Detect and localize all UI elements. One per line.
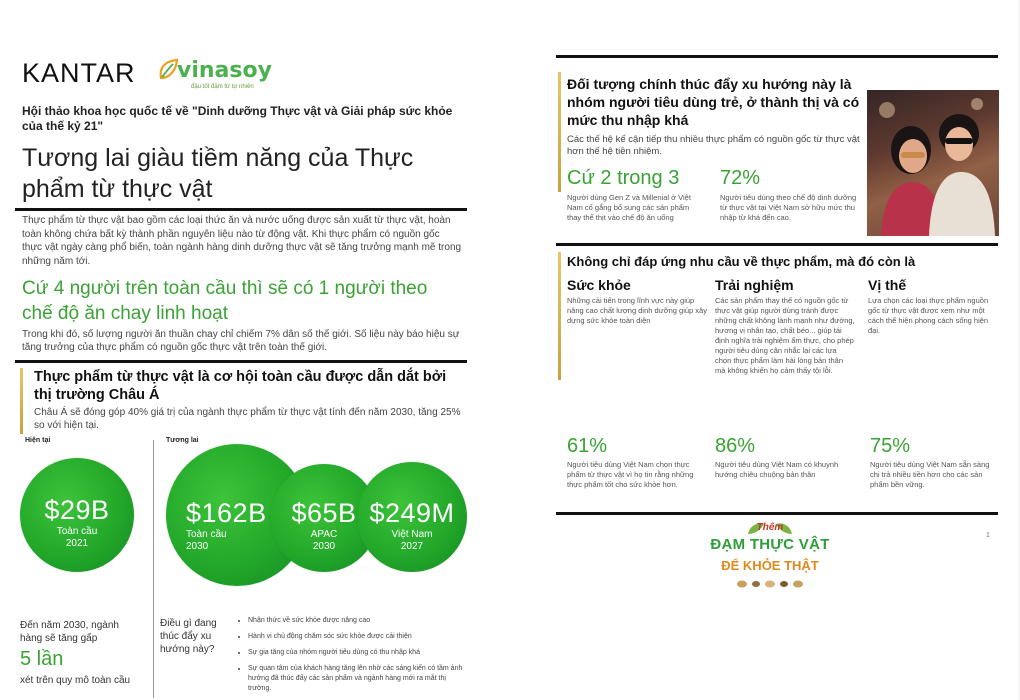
section2-title: Không chỉ đáp ứng nhu cầu về thực phẩm, mà đó còn là bbox=[567, 254, 916, 269]
drivers-question: Điều gì đang thúc đẩy xu hướng này? bbox=[160, 618, 217, 655]
protein-badge bbox=[700, 518, 840, 600]
audience-heading: Đối tượng chính thúc đẩy xu hướng này là nhóm người tiêu dùng trẻ, ở thành thị và có mức thu nhập khá bbox=[567, 76, 860, 128]
section-text: Châu Á sẽ đóng góp 40% giá trị của ngành thực phẩm từ thực vật tính đến năm 2030, tăng 25% so với hiện tại. bbox=[34, 407, 461, 431]
growth-value: 5 lần bbox=[20, 648, 64, 670]
list-item: • Sự gia tăng của nhóm người tiêu dùng có thu nhập khá bbox=[248, 648, 468, 658]
future-label: Tương lai bbox=[166, 437, 199, 444]
divider bbox=[556, 55, 998, 58]
column-title: Trải nghiệm bbox=[715, 277, 794, 293]
stat-experience-text: Người tiêu dùng Việt Nam có khuynh hướng chiêu chuộng bản thân bbox=[715, 460, 839, 479]
divider bbox=[15, 208, 467, 211]
drivers-list bbox=[236, 616, 468, 700]
audience-subtext: Các thế hệ kế cận tiếp thu nhiều thực phẩm có nguồn gốc từ thực vật hơn thế hệ tiền nhiệm. bbox=[567, 134, 860, 157]
page-number: 1 bbox=[986, 532, 990, 539]
nuts-icon bbox=[734, 578, 806, 590]
badge-bottom-text: ĐỂ KHỎE THẬT bbox=[721, 558, 819, 573]
stat1-text: Người dùng Gen Z và Millenial ở Việt Nam cố gắng bổ sung các sản phẩm thay thế thịt vào chế độ ăn uống bbox=[567, 193, 691, 222]
badge-mid-text: ĐẠM THỰC VẬT bbox=[710, 536, 830, 553]
stat1-value: Cứ 2 trong 3 bbox=[567, 167, 680, 189]
conference-title: Hội thảo khoa học quốc tế về "Dinh dưỡng Thực vật và Giải pháp sức khỏe của thế kỷ 21" bbox=[22, 104, 453, 133]
young-couple-photo bbox=[867, 90, 999, 236]
highlight-stat: Cứ 4 người trên toàn cầu thì sẽ có 1 người theo chế độ ăn chay linh hoạt bbox=[22, 278, 428, 324]
stat2-value: 72% bbox=[720, 167, 761, 189]
divider bbox=[556, 243, 998, 246]
highlight-note: Trong khi đó, số lượng người ăn thuần chay chỉ chiếm 7% dân số thế giới. Số liệu này báo hiệu sự tăng trưởng của thực phẩm có nguồn gốc thực vật trên toàn thế giới. bbox=[22, 329, 460, 353]
column-text: Những cải tiến trong lĩnh vực này giúp nâng cao chất lượng dinh dưỡng giúp xây dựng sức khỏe toàn diện bbox=[567, 296, 707, 325]
leaf-icon bbox=[157, 58, 179, 82]
growth-text: Đến năm 2030, ngành hàng sẽ tăng gấp bbox=[20, 620, 119, 644]
accent-bar bbox=[558, 252, 561, 380]
list-item: • Nhận thức về sức khỏe được nâng cao bbox=[248, 616, 468, 626]
stat-health-value: 61% bbox=[567, 435, 608, 457]
intro-paragraph: Thực phẩm từ thực vật bao gồm các loại thức ăn và nước uống được sản xuất từ thực vật, hoàn toàn không chứa bất kỳ thành phần nguyên liệu nào từ động vật. Khi thực phẩm có nguồn gốc thực vật ngày càng phổ biến, toàn ngành hàng dinh dưỡng thực vật sẽ tăng trưởng mạnh mẽ trong những năm tới. bbox=[22, 215, 462, 267]
stat2-text: Người tiêu dùng theo chế độ dinh dưỡng từ thực vật tại Việt Nam sở hữu mức thu nhập từ khá đến cao. bbox=[720, 193, 857, 222]
column-divider bbox=[153, 440, 154, 698]
section-title: Thực phẩm từ thực vật là cơ hội toàn cầu được dẫn dắt bởi thị trường Châu Á bbox=[34, 369, 447, 403]
vinasoy-logo: vinasoy đậu tốt đậm từ tự nhiên bbox=[157, 56, 277, 92]
kantar-logo: KANTAR bbox=[22, 58, 136, 88]
market-circle-apac-2030: $65B APAC 2030 bbox=[270, 464, 378, 572]
right-page bbox=[520, 0, 1020, 700]
column-title: Sức khỏe bbox=[567, 277, 631, 293]
page-title: Tương lai giàu tiềm năng của Thực phẩm từ thực vật bbox=[22, 144, 414, 203]
column-text: Lựa chọn các loại thực phẩm nguồn gốc từ thực vật được xem như một cách thể hiện phong cách sống hiện đại. bbox=[868, 296, 989, 335]
list-item: • Hành vi chủ động chăm sóc sức khỏe được cải thiện bbox=[248, 632, 468, 642]
accent-bar bbox=[20, 368, 23, 434]
divider bbox=[556, 512, 998, 515]
accent-bar bbox=[558, 72, 561, 192]
stat-status-text: Người tiêu dùng Việt Nam sẵn sàng chi trả nhiều tiền hơn cho các sản phẩm bền vững. bbox=[870, 460, 990, 489]
divider bbox=[15, 360, 467, 363]
market-circle-vietnam-2027: $249M Việt Nam 2027 bbox=[357, 462, 467, 572]
stat-status-value: 75% bbox=[870, 435, 911, 457]
market-circle-global-2021: $29B Toàn cầu 2021 bbox=[20, 458, 134, 572]
column-health bbox=[567, 277, 707, 326]
market-circle-global-2030: $162B Toàn cầu 2030 bbox=[166, 444, 308, 586]
stat-health-text: Người tiêu dùng Việt Nam chọn thực phẩm từ thực vật vì họ tin rằng những thực phẩm tốt cho sức khỏe hơn. bbox=[567, 460, 694, 489]
stat-experience-value: 86% bbox=[715, 435, 756, 457]
growth-subtext: xét trên quy mô toàn cầu bbox=[20, 675, 131, 686]
column-text: Các sản phẩm thay thế có nguồn gốc từ thực vật giúp người dùng tránh được những chất không lành mạnh như đường, hương vị nhân tạo, chất béo... giúp tái định nghĩa trải nghiệm ẩm thực, cho phép người tiêu dùng cân nhắc lại các lựa chọn thực phẩm làm hài lòng bản thân mà không khiến họ cảm thấy tội lỗi. bbox=[715, 296, 855, 375]
column-title: Vị thế bbox=[868, 277, 907, 293]
list-item: • Sự quan tâm của khách hàng tăng lên nhờ các sáng kiến có tầm ảnh hưởng đã thúc đẩy các sản phẩm và ngành hàng mới ra mắt thị trường. bbox=[248, 664, 468, 694]
couple-illustration bbox=[867, 90, 999, 236]
now-label: Hiện tại bbox=[25, 437, 51, 444]
badge-top-text: Thêm bbox=[756, 522, 784, 533]
column-experience bbox=[715, 277, 855, 376]
column-status bbox=[868, 277, 998, 336]
